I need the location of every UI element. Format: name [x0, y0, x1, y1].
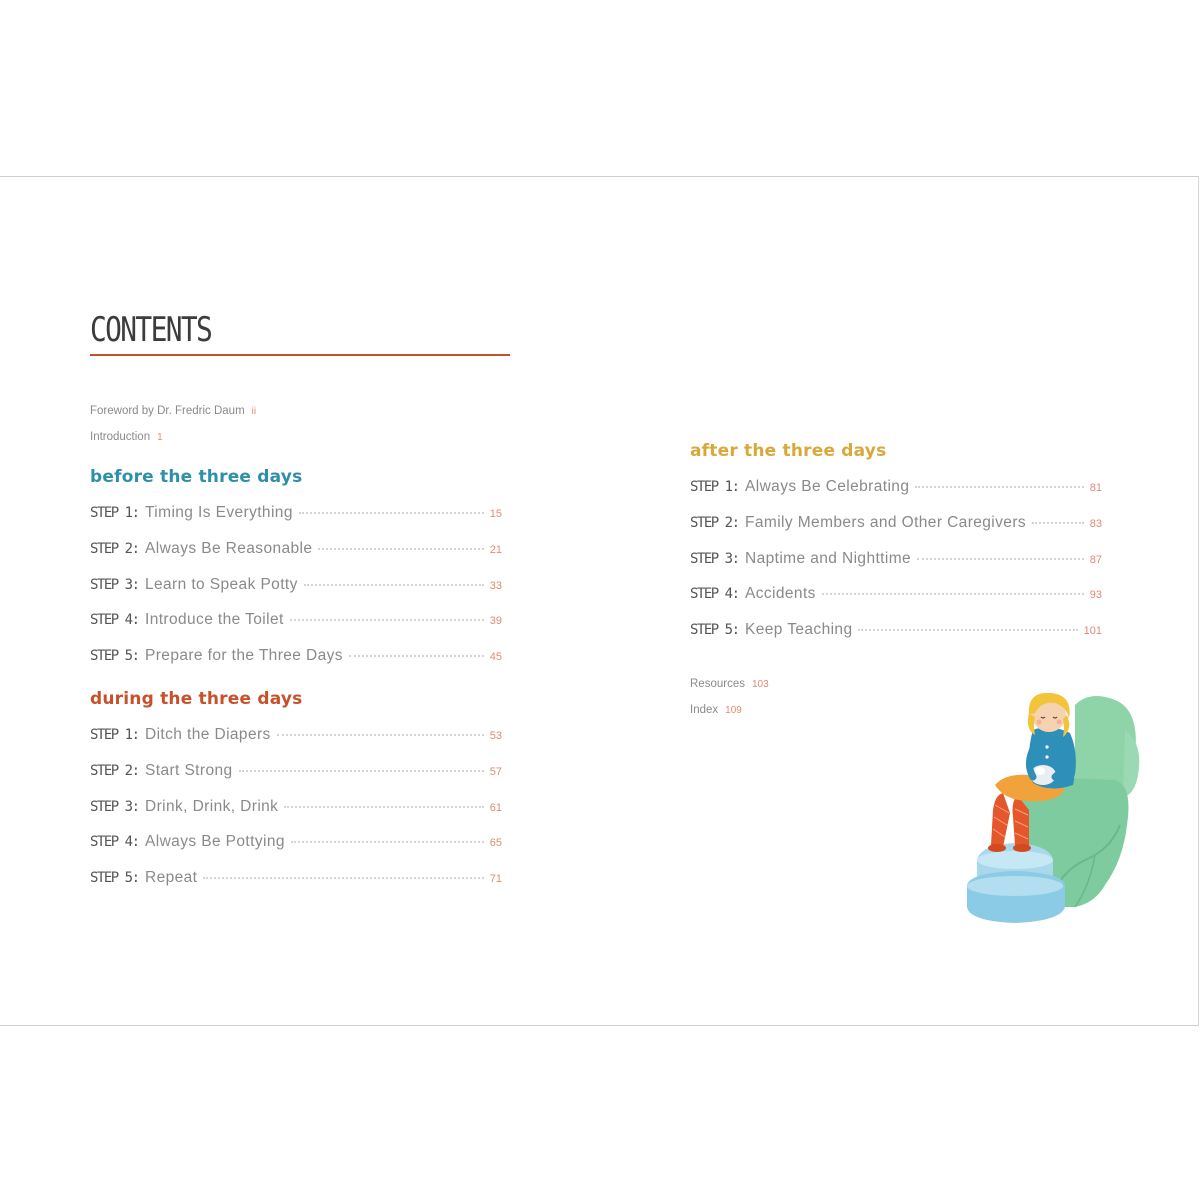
- toc-page-number: 53: [489, 730, 502, 742]
- dot-leader: [1032, 522, 1084, 524]
- toc-step-number: STEP 3:: [690, 550, 739, 567]
- dot-leader: [915, 486, 1083, 488]
- dot-leader: [304, 584, 484, 586]
- back-item-label: Index: [690, 704, 719, 716]
- toc-page-number: 57: [489, 765, 502, 778]
- toc-step-number: STEP 5:: [90, 648, 139, 665]
- back-item-label: Resources: [690, 678, 745, 690]
- toc-entry-title: Prepare for the Three Days: [145, 647, 343, 665]
- toc-entry: [690, 585, 1102, 609]
- toc-entry-title: Ditch the Diapers: [145, 726, 271, 743]
- toc-step-number: STEP 1:: [90, 505, 139, 521]
- toc-page-number: 33: [489, 579, 502, 592]
- dot-leader: [277, 734, 484, 736]
- dot-leader: [284, 806, 483, 808]
- toc-entry-title: Start Strong: [145, 761, 233, 779]
- toc-page-number: 39: [489, 615, 502, 628]
- back-item-resources: [690, 678, 769, 690]
- toc-entry: [90, 540, 502, 564]
- toc-entry: [90, 762, 502, 786]
- front-item-page: 1: [157, 432, 163, 443]
- toc-entry-title: Family Members and Other Caregivers: [745, 513, 1027, 531]
- front-item-foreword: [90, 405, 256, 417]
- section-heading-after: after the three days: [690, 441, 887, 461]
- front-item-label: Introduction: [90, 431, 151, 443]
- back-item-index: [690, 704, 742, 716]
- section-heading-during: during the three days: [90, 689, 303, 709]
- dot-leader: [917, 558, 1084, 560]
- toc-entry: [90, 504, 502, 528]
- front-item-page: ii: [251, 406, 257, 417]
- toc-entry-title: Always Be Pottying: [145, 833, 285, 851]
- toc-page-number: 87: [1089, 553, 1102, 566]
- toc-entry-title: Introduce the Toilet: [145, 611, 284, 629]
- toc-entry-title: Keep Teaching: [745, 621, 853, 639]
- dot-leader: [349, 655, 484, 657]
- dot-leader: [299, 512, 484, 514]
- toc-entry: [690, 550, 1102, 574]
- toc-page-number: 45: [489, 651, 502, 664]
- toc-entry-title: Accidents: [745, 585, 816, 603]
- toc-page-number: 93: [1089, 589, 1102, 602]
- front-item-label: Foreword by Dr. Fredric Daum: [90, 405, 245, 417]
- toc-entry-title: Drink, Drink, Drink: [145, 797, 279, 815]
- toc-page-number: 15: [489, 508, 502, 520]
- toc-entry-title: Timing Is Everything: [145, 504, 293, 521]
- front-item-introduction: [90, 431, 163, 443]
- toc-entry: [90, 726, 502, 750]
- toc-entry: [90, 647, 502, 671]
- toc-page-number: 71: [489, 873, 502, 886]
- toc-step-number: STEP 5:: [690, 622, 739, 639]
- toc-entry-title: Learn to Speak Potty: [145, 575, 298, 593]
- toc-step-number: STEP 1:: [90, 727, 139, 743]
- toc-entry: [690, 621, 1102, 645]
- dot-leader: [822, 593, 1084, 595]
- toc-step-number: STEP 4:: [90, 612, 139, 629]
- section-heading-before: before the three days: [90, 467, 303, 487]
- back-item-page: 109: [725, 705, 742, 716]
- toc-step-number: STEP 4:: [690, 586, 739, 603]
- toc-entry: [90, 611, 502, 635]
- toc-page-number: 81: [1089, 482, 1102, 494]
- toc-step-number: STEP 1:: [690, 479, 739, 495]
- toc-step-number: STEP 2:: [690, 514, 739, 531]
- toc-step-number: STEP 2:: [90, 540, 139, 557]
- contents-title: CONTENTS: [90, 310, 212, 350]
- dot-leader: [858, 629, 1077, 631]
- dot-leader: [290, 619, 484, 621]
- toc-page-number: 101: [1083, 625, 1102, 638]
- dot-leader: [318, 548, 483, 550]
- toc-step-number: STEP 4:: [90, 834, 139, 851]
- toc-entry: [90, 833, 502, 857]
- toc-page-number: 21: [489, 543, 502, 556]
- toc-entry-title: Repeat: [145, 869, 198, 887]
- child-on-potty-icon: [955, 685, 1150, 930]
- toc-entry-title: Always Be Reasonable: [145, 539, 313, 557]
- back-item-page: 103: [751, 679, 769, 690]
- toc-entry-title: Always Be Celebrating: [745, 478, 910, 495]
- dot-leader: [239, 770, 484, 772]
- toc-entry: [690, 514, 1102, 538]
- dot-leader: [203, 877, 483, 879]
- toc-step-number: STEP 3:: [90, 798, 139, 815]
- toc-page-number: 65: [489, 837, 502, 850]
- toc-entry-title: Naptime and Nighttime: [745, 549, 912, 567]
- title-rule: [90, 354, 510, 356]
- toc-entry: [90, 576, 502, 600]
- toc-entry: [690, 478, 1102, 502]
- toc-entry: [90, 798, 502, 822]
- toc-page-number: 83: [1089, 517, 1102, 530]
- dot-leader: [291, 841, 484, 843]
- toc-step-number: STEP 3:: [90, 576, 139, 593]
- toc-step-number: STEP 2:: [90, 762, 139, 779]
- toc-step-number: STEP 5:: [90, 870, 139, 887]
- toc-page-number: 61: [489, 801, 502, 814]
- toc-entry: [90, 869, 502, 893]
